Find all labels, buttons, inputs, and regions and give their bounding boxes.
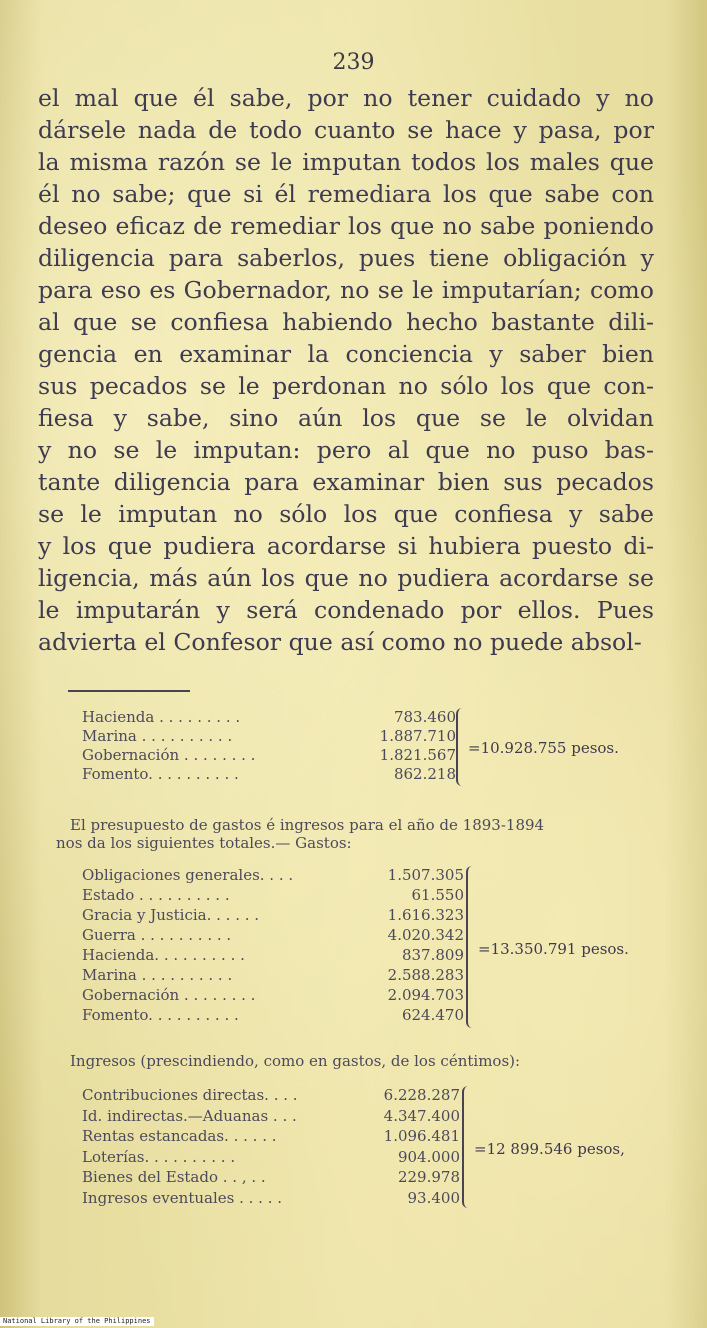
table-row xyxy=(82,765,642,785)
row-label: Ingresos eventuales . . . . . xyxy=(82,1188,283,1207)
row-value: 93.400 xyxy=(407,1188,460,1207)
footnote-rule xyxy=(68,690,190,692)
row-label: Guerra . . . . . . . . . . xyxy=(82,926,232,944)
row-value: 229.978 xyxy=(397,1168,460,1186)
paragraph-line: la misma razón se le imputan todos los males que xyxy=(38,148,654,176)
paragraph-line: deseo eficaz de remediar los que no sabe poniendo xyxy=(38,212,654,240)
table-row xyxy=(82,886,642,906)
paragraph-line: advierta el Confesor que así como no puede absol- xyxy=(38,628,642,656)
row-value: 4.347.400 xyxy=(383,1106,460,1125)
row-label: Gracia y Justicia. . . . . . xyxy=(82,906,260,924)
row-value: 1.616.323 xyxy=(387,906,464,924)
paragraph-line: diligencia para saberlos, pues tiene obligación y xyxy=(38,244,654,272)
paragraph-line: para eso es Gobernador, no se le imputarían; como xyxy=(38,276,654,304)
paragraph-line: le imputarán y será condenado por ellos. Pues xyxy=(38,596,654,624)
table-row xyxy=(82,866,642,886)
row-value: 6.228.287 xyxy=(383,1086,460,1104)
row-label: Id. indirectas.—Aduanas . . . xyxy=(82,1106,297,1125)
row-value: 61.550 xyxy=(411,886,464,904)
row-value: 1.887.710 xyxy=(379,727,456,745)
row-value: 2.094.703 xyxy=(387,986,464,1004)
paragraph-line: tante diligencia para examinar bien sus pecados xyxy=(38,468,654,496)
paragraph-line: y no se le imputan: pero al que no puso bas- xyxy=(38,436,654,464)
row-label: Hacienda. . . . . . . . . . xyxy=(82,946,245,964)
row-label: Marina . . . . . . . . . . xyxy=(82,966,233,984)
row-label: Loterías. . . . . . . . . . xyxy=(82,1147,236,1166)
row-value: 2.588.283 xyxy=(387,966,464,984)
row-label: Gobernación . . . . . . . . xyxy=(82,986,256,1004)
table-row xyxy=(82,1006,642,1026)
row-label: Estado . . . . . . . . . . xyxy=(82,886,230,904)
table-3-brace xyxy=(462,1086,474,1208)
row-label: Rentas estancadas. . . . . . xyxy=(82,1127,277,1145)
row-value: 1.507.305 xyxy=(387,866,464,884)
paragraph-line: sus pecados se le perdonan no sólo los que con- xyxy=(38,372,654,400)
table-row xyxy=(82,1189,642,1209)
paragraph-line: él no sabe; que si él remediara los que sabe con xyxy=(38,180,654,208)
row-label: Marina . . . . . . . . . . xyxy=(82,727,233,745)
row-label: Bienes del Estado . . , . . xyxy=(82,1168,266,1186)
library-credit: National Library of the Philippines xyxy=(0,1317,154,1326)
paragraph-line: fiesa y sabe, sino aún los que se le olvidan xyxy=(38,404,654,432)
row-value: 904.000 xyxy=(397,1147,460,1166)
table-1-total: =10.928.755 pesos. xyxy=(468,739,619,757)
row-label: Obligaciones generales. . . . xyxy=(82,866,294,884)
table-row xyxy=(82,1086,642,1106)
table-row xyxy=(82,1107,642,1127)
main-paragraph xyxy=(38,82,654,658)
budget-intro-line-2: nos da los siguientes totales.— Gastos: xyxy=(56,834,352,852)
row-value: 624.470 xyxy=(401,1006,464,1024)
table-1-brace xyxy=(456,708,468,786)
budget-intro-line-1: El presupuesto de gastos é ingresos para el año de 1893-1894 xyxy=(70,816,545,834)
page-number: 239 xyxy=(332,50,375,75)
paragraph-line: ligencia, más aún los que no pudiera acordarse se xyxy=(38,564,654,592)
row-value: 4.020.342 xyxy=(387,926,464,944)
row-value: 862.218 xyxy=(393,765,456,783)
table-row xyxy=(82,906,642,926)
row-label: Contribuciones directas. . . . xyxy=(82,1086,298,1104)
table-row xyxy=(82,966,642,986)
ingresos-line: Ingresos (prescindiendo, como en gastos, de los céntimos): xyxy=(70,1052,521,1070)
paragraph-line: gencia en examinar la conciencia y saber bien xyxy=(38,340,654,368)
row-label: Gobernación . . . . . . . . xyxy=(82,746,256,764)
paragraph-line: y los que pudiera acordarse si hubiera puesto di- xyxy=(38,532,654,560)
row-value: 837.809 xyxy=(401,946,464,964)
paragraph-line: se le imputan no sólo los que confiesa y sabe xyxy=(38,500,654,528)
row-value: 1.821.567 xyxy=(379,746,456,764)
row-value: 783.460 xyxy=(393,708,456,726)
paragraph-line: el mal que él sabe, por no tener cuidado y no xyxy=(38,84,654,112)
table-row xyxy=(82,986,642,1006)
table-row xyxy=(82,708,642,728)
paragraph-line: dársele nada de todo cuanto se hace y pasa, por xyxy=(38,116,654,144)
paragraph-line: al que se confiesa habiendo hecho bastante dili- xyxy=(38,308,654,336)
table-2-total: =13.350.791 pesos. xyxy=(478,940,629,958)
row-label: Fomento. . . . . . . . . . xyxy=(82,1006,239,1024)
table-row xyxy=(82,1168,642,1188)
row-label: Fomento. . . . . . . . . . xyxy=(82,765,239,783)
table-3-total: =12 899.546 pesos, xyxy=(474,1140,625,1158)
row-value: 1.096.481 xyxy=(383,1127,460,1145)
table-2-brace xyxy=(466,866,478,1028)
row-label: Hacienda . . . . . . . . . xyxy=(82,708,241,726)
